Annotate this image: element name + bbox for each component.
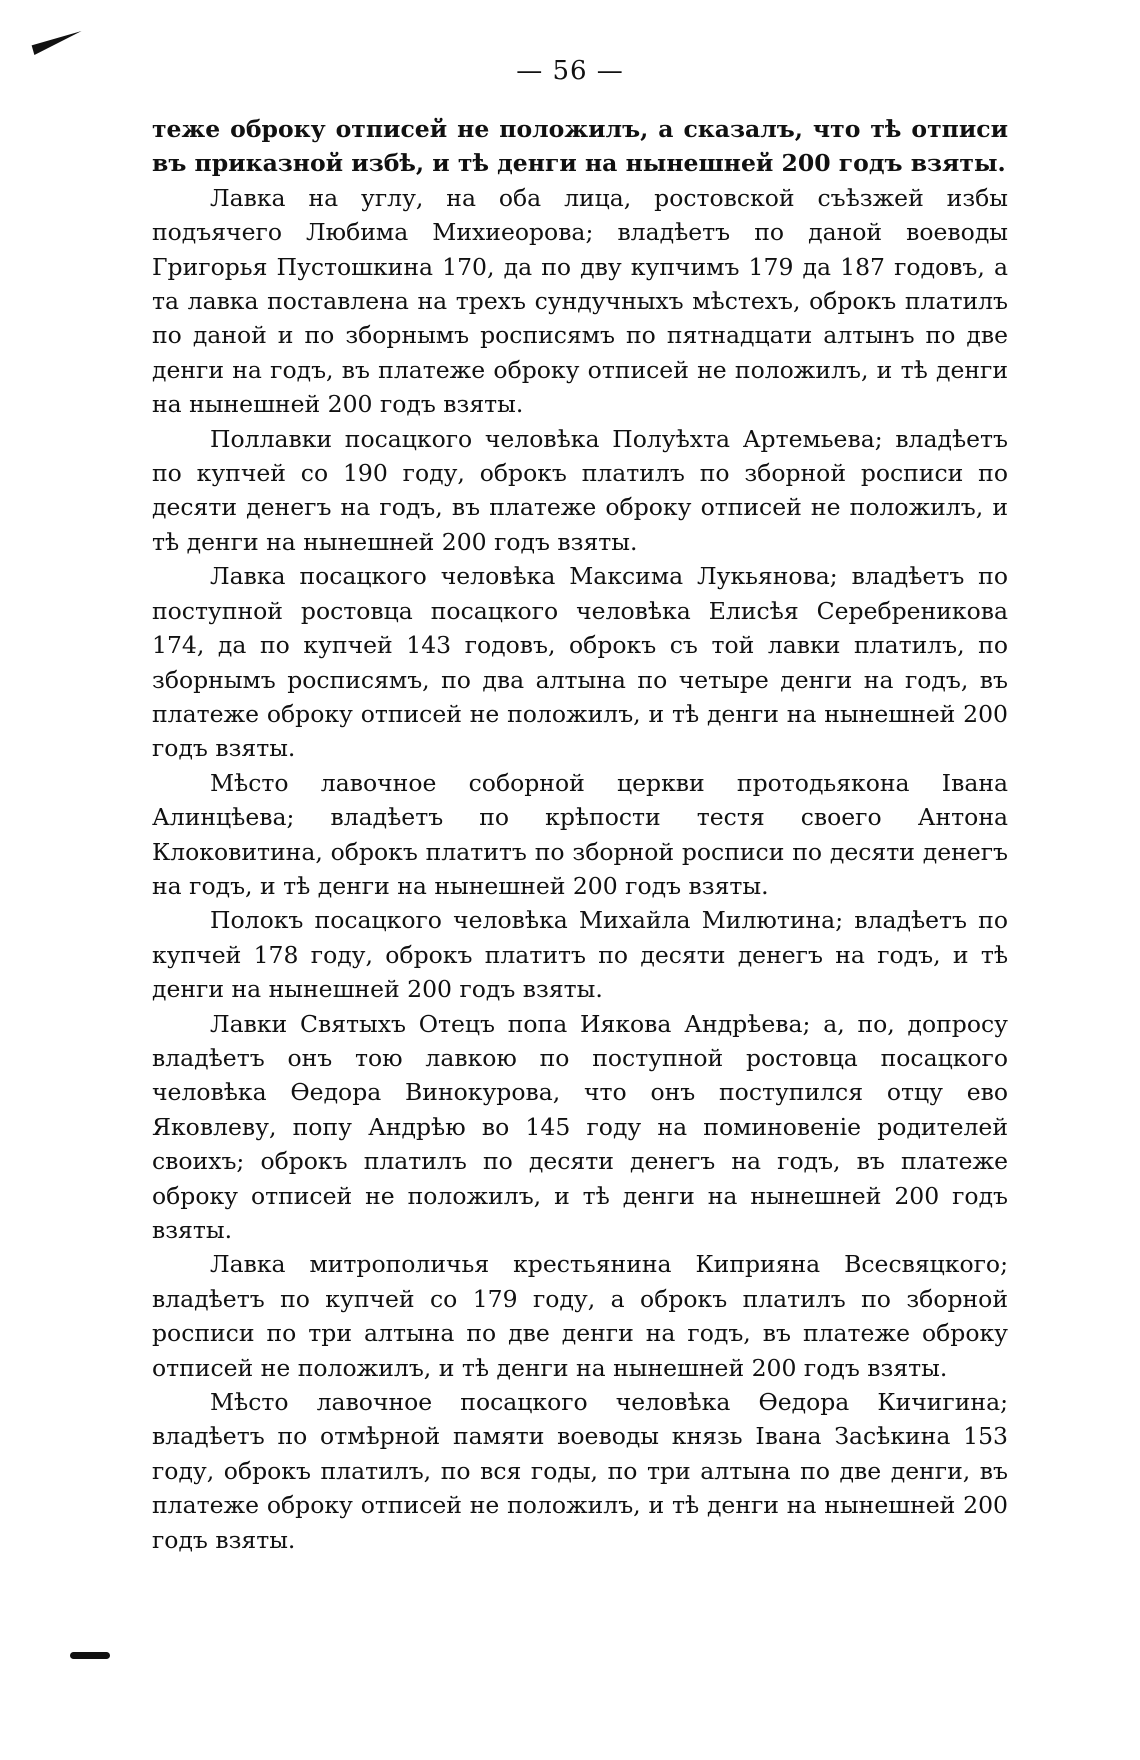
paragraph-4: Лавка посацкого человѣка Максима Лукьянова; владѣетъ по поступной ростовца посацкого человѣка Елисѣя Серебреникова 174, да по купчей 143 годовъ, оброкъ съ той лавки платилъ, по зборнымъ росписямъ, по два алтына по четыре денги на годъ, въ платеже оброку отписей не положилъ, и тѣ денги на нынешней 200 годъ взяты. [152,562,1008,763]
page-text [152,112,1008,1557]
paragraph-2: Лавка на углу, на оба лица, ростовской съѣзжей избы подъячего Любима Михиеорова; владѣетъ по даной воеводы Григорья Пустошкина 170, да по дву купчимъ 179 да 187 годовъ, а та лавка поставлена на трехъ сундучныхъ мѣстехъ, оброкъ платилъ по даной и по зборнымъ росписямъ по пятнадцати алтынъ по две денги на годъ, въ платеже оброку отписей не положилъ, и тѣ денги на нынешней 200 годъ взяты. [152,183,1008,419]
paragraph-9: Мѣсто лавочное посацкого человѣка Ѳедора Кичигина; владѣетъ по отмѣрной памяти воеводы князь Iвана Засѣкина 153 году, оброкъ платилъ, по вся годы, по три алтына по две денги, въ платеже оброку отписей не положилъ, и тѣ денги на нынешней 200 годъ взяты. [152,1388,1008,1554]
paragraph-3: Поллавки посацкого человѣка Полуѣхта Артемьева; владѣетъ по купчей со 190 году, оброкъ платилъ по зборной росписи по десяти денегъ на годъ, въ платеже оброку отписей не положилъ, и тѣ денги на нынешней 200 годъ взяты. [152,424,1008,556]
page-number: — 56 — [516,56,624,86]
margin-ink-dash [70,1652,110,1659]
paragraph-7: Лавки Святыхъ Отецъ попа Иякова Андрѣева; а, по, допросу владѣетъ онъ тою лавкою по поступной ростовца посацкого человѣка Ѳедора Винокурова, что онъ поступился отцу ево Яковлеву, попу Андрѣю во 145 году на поминовенiе родителей своихъ; оброкъ платилъ по десяти денегъ на годъ, въ платеже оброку отписей не положилъ, и тѣ денги на нынешней 200 годъ взяты. [152,1009,1008,1244]
paragraph-5: Мѣсто лавочное соборной церкви протодьякона Iвана Алинцѣева; владѣетъ по крѣпости тестя своего Антона Клоковитина, оброкъ платитъ по зборной росписи по десяти денегъ на годъ, и тѣ денги на нынешней 200 годъ взяты. [152,768,1008,900]
paragraph-6: Полокъ посацкого человѣка Михайла Милютина; владѣетъ по купчей 178 году, оброкъ платитъ по десяти денегъ на годъ, и тѣ денги на нынешней 200 годъ взяты. [152,906,1008,1004]
paragraph-1: теже оброку отписей не положилъ, а сказалъ, что тѣ отписи въ приказной избѣ, и тѣ денги на нынешней 200 годъ взяты. [152,115,1008,178]
paragraph-8: Лавка митрополичья крестьянина Киприяна Всесвяцкого; владѣетъ по купчей со 179 году, а оброкъ платилъ по зборной росписи по три алтына по две денги на годъ, въ платеже оброку отписей не положилъ, и тѣ денги на нынешней 200 годъ взяты. [152,1250,1008,1382]
corner-ink-mark [32,31,85,55]
